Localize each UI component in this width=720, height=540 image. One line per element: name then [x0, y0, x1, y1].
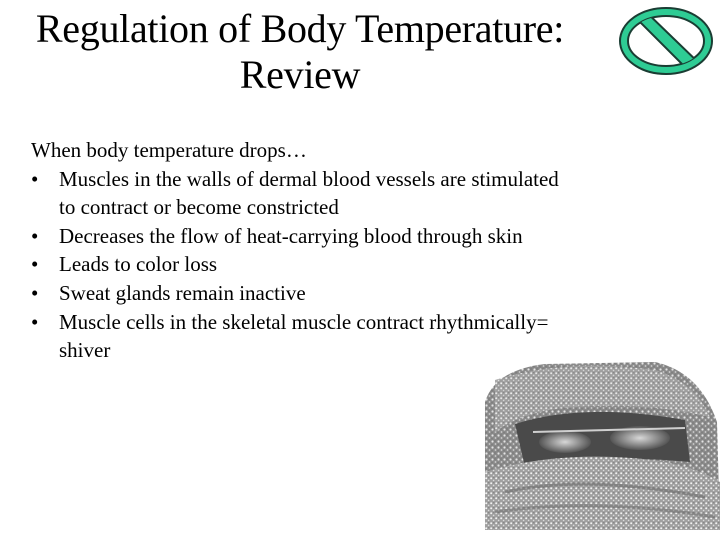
bullet-text: Leads to color loss: [59, 252, 218, 277]
slide-title: [0, 6, 600, 98]
bullet-text-line-2: to contract or become constricted: [59, 195, 339, 220]
slide-title-line-1: Regulation of Body Temperature:: [35, 6, 565, 51]
bullet-item: [31, 250, 651, 279]
bullet-item: [31, 308, 651, 365]
prohibition-icon: [618, 6, 714, 76]
bullet-item: [31, 165, 651, 222]
bullet-text-line-1: Muscles in the walls of dermal blood vessels are stimulated: [59, 166, 559, 191]
slide-body: [31, 136, 651, 365]
bullet-list: [31, 165, 651, 365]
bullet-item: [31, 279, 651, 308]
intro-text: When body temperature drops…: [31, 138, 307, 162]
bullet-item: [31, 222, 651, 251]
slide-title-line-2: Review: [239, 52, 361, 97]
frost-covered-face-photo: [485, 362, 720, 530]
bullet-text-line-2: shiver: [59, 338, 111, 363]
bullet-glyph: •: [31, 223, 39, 248]
bullet-glyph: •: [31, 309, 39, 334]
bullet-text-line-1: Muscle cells in the skeletal muscle contract rhythmically=: [59, 309, 549, 334]
bullet-glyph: •: [31, 166, 39, 191]
bullet-text: Decreases the flow of heat-carrying blood through skin: [59, 223, 523, 248]
bullet-text: Sweat glands remain inactive: [59, 280, 306, 305]
bullet-glyph: •: [31, 280, 39, 305]
bullet-glyph: •: [31, 252, 39, 277]
